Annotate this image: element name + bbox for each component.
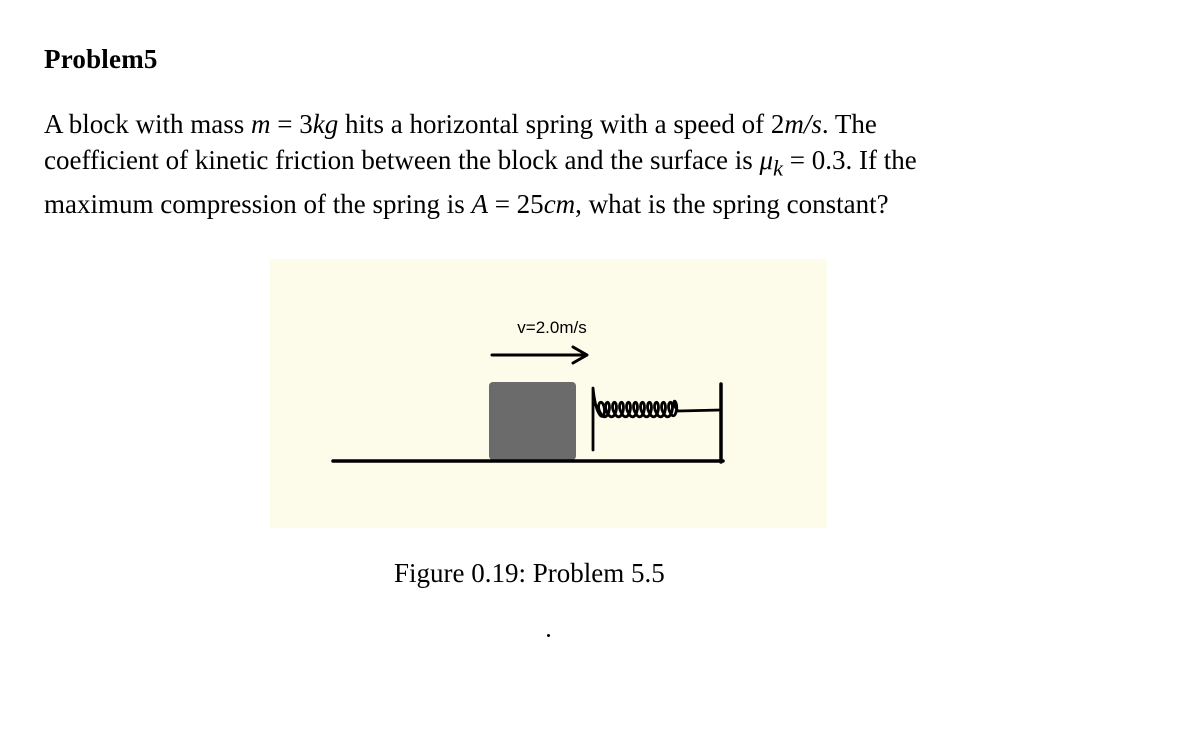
velocity-label: v=2.0m/s bbox=[517, 318, 587, 337]
velocity-arrow-icon bbox=[492, 347, 587, 363]
text-segment: = 25 bbox=[487, 189, 544, 220]
problem-line-2 bbox=[44, 142, 1074, 186]
text-segment: = 3 bbox=[270, 109, 313, 139]
problem-statement bbox=[44, 106, 1074, 222]
figure-panel bbox=[270, 259, 827, 528]
text-segment: A block with mass bbox=[44, 109, 251, 139]
block bbox=[489, 382, 576, 460]
text-segment: coefficient of kinetic friction between the block and the surface is bbox=[44, 145, 760, 175]
ms-unit: m/s bbox=[784, 109, 822, 139]
mu-subscript: k bbox=[773, 155, 784, 181]
amplitude-symbol: A bbox=[471, 189, 488, 220]
text-segment: hits a horizontal spring with a speed of 2 bbox=[338, 109, 785, 139]
text-segment: = 0.3. If the bbox=[783, 145, 917, 175]
cm-unit: cm bbox=[543, 189, 576, 220]
text-segment: . The bbox=[821, 109, 877, 139]
mu-symbol: μ bbox=[759, 145, 774, 175]
spring-coil bbox=[593, 388, 721, 450]
stray-dot bbox=[547, 634, 550, 637]
text-segment: , what is the spring constant? bbox=[575, 189, 889, 220]
problem-line-3 bbox=[44, 186, 1074, 222]
block-spring-diagram bbox=[270, 259, 827, 528]
figure-caption: Figure 0.19: Problem 5.5 bbox=[394, 558, 665, 588]
kg-unit: kg bbox=[312, 109, 339, 139]
text-segment: maximum compression of the spring is bbox=[44, 189, 472, 220]
mass-symbol: m bbox=[251, 109, 271, 139]
problem-heading: Problem5 bbox=[44, 44, 158, 74]
problem-line-1 bbox=[44, 106, 1074, 142]
